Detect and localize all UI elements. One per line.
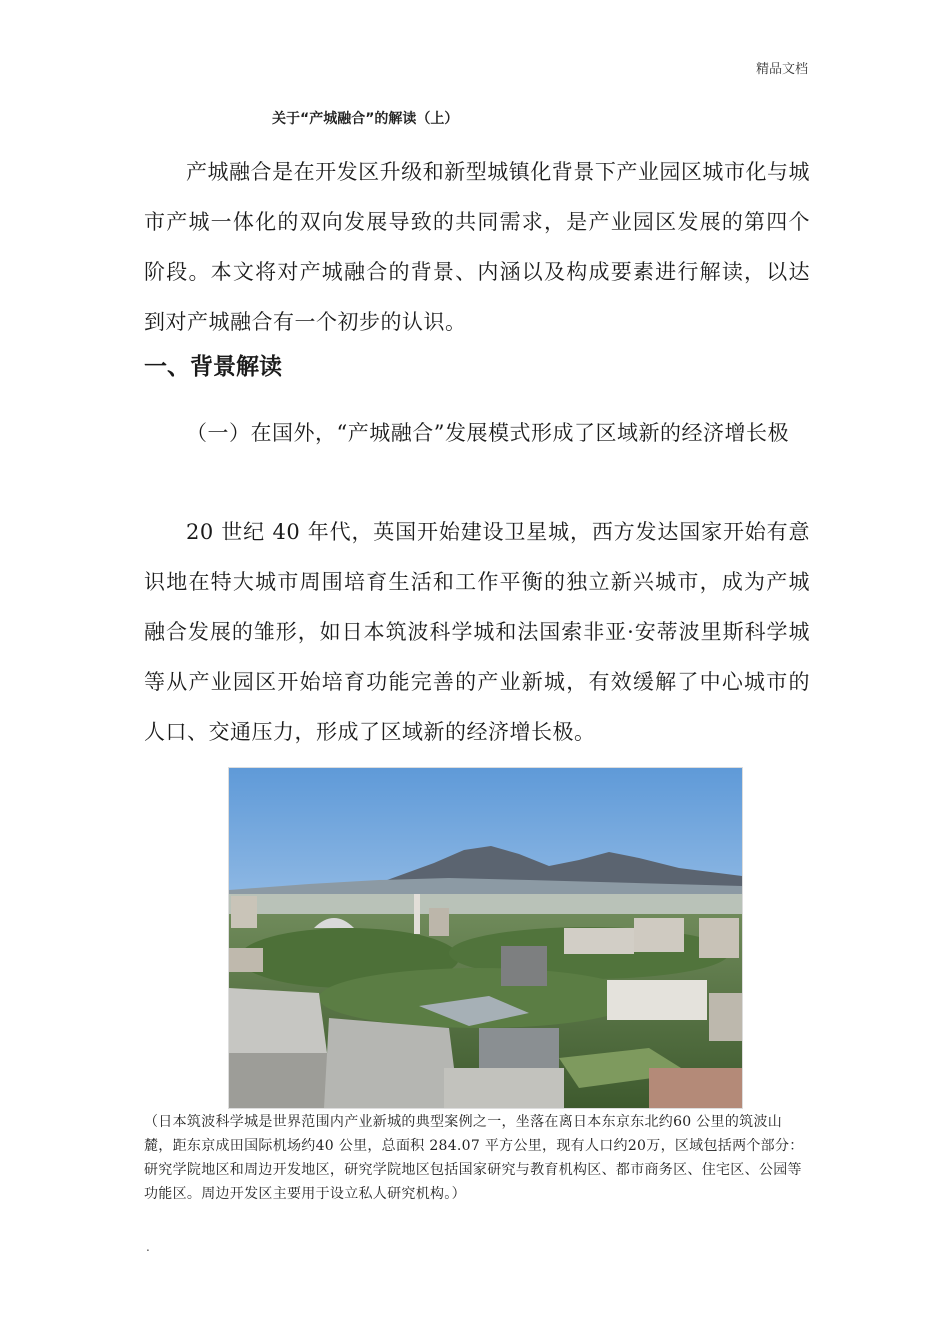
footer-mark: . <box>146 1240 150 1254</box>
cityscape-illustration <box>229 768 742 1108</box>
watermark-label: 精品文档 <box>755 62 808 77</box>
photo-caption: （日本筑波科学城是世界范围内产业新城的典型案例之一，坐落在离日本东京东北约60 公里的筑波山麓，距东京成田国际机场约40 公里，总面积 284.07 平方公里，现有人口约20万，区域包括两个部分：研究学院地区和周边开发地区，研究学院地区包括国家研究与教育机构区、都市商务区、住宅区、公园等功能区。周边开发区主要用于设立私人研究机构。） <box>144 1114 804 1202</box>
section-heading: 一、背景解读 <box>144 354 282 380</box>
document-title: 关于“产城融合”的解读（上） <box>272 111 459 127</box>
intro-paragraph: 产城融合是在开发区升级和新型城镇化背景下产业园区城市化与城市产城一体化的双向发展导致的共同需求，是产业园区发展的第四个阶段。本文将对产城融合的背景、内涵以及构成要素进行解读，以达到对产城融合有一个初步的认识。 <box>144 160 810 334</box>
body-paragraph: 20 世纪 40 年代，英国开始建设卫星城，西方发达国家开始有意识地在特大城市周围培育生活和工作平衡的独立新兴城市，成为产城融合发展的雏形，如日本筑波科学城和法国索非亚·安蒂波里斯科学城等从产业园区开始培育功能完善的产业新城，有效缓解了中心城市的人口、交通压力，形成了区域新的经济增长极。 <box>144 520 810 744</box>
subsection-heading: （一）在国外，“产城融合”发展模式形成了区域新的经济增长极 <box>186 421 789 445</box>
tsukuba-city-photo <box>228 767 743 1109</box>
